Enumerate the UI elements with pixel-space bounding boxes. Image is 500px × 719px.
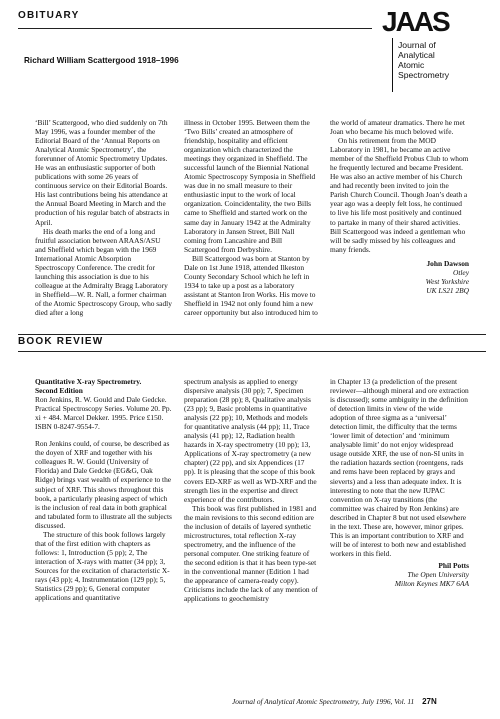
book-edition: Second Edition — [35, 386, 83, 396]
jaas-logo-letters: JAAS — [382, 6, 449, 37]
review-heading-rule — [18, 351, 486, 352]
signature-line: The Open University — [407, 569, 469, 579]
obituary-column-3 — [330, 118, 469, 295]
review-column-2 — [184, 377, 318, 603]
logo-line-3: Atomic — [398, 60, 425, 70]
obituary-paragraph: Bill Scattergood was born at Stanton by Dale on 1st June 1918, attended Ilkeston County Secondary School which he left in 1934 to take up a post as a laboratory assistant at Stanton Iron Works. His move to Sheffield in 1942 not only found him a new career opportunity but also introduced him to — [184, 253, 318, 317]
book-title: Quantitative X-ray Spectrometry. — [35, 377, 142, 386]
signature-name: Phil Potts — [438, 560, 469, 570]
review-paragraph: Ron Jenkins could, of course, be described as the doyen of XRF and together with his colleagues R. W. Gould (University of Florida) and Dale Gedcke (EG&G, Oak Ridge) brings vast wealth of experience to the subject of XRF. This shows throughout this book, a particularly pleasing aspect of which is the inclusion of real data in both graphical and tabulated form to illustrate all the subjects discussed. — [35, 439, 172, 530]
book-details: Ron Jenkins, R. W. Gould and Dale Gedcke. Practical Spectroscopy Series. Volume 20. Pp. xi + 484. Marcel Dekker. 1995. Price £150. ISBN 0-8247-9554-7. — [35, 395, 172, 432]
signature-line: UK LS21 2BQ — [426, 285, 469, 295]
jaas-logo — [378, 4, 496, 96]
obituary-section-heading: OBITUARY — [18, 10, 80, 21]
obituary-title: Richard William Scattergood 1918–1996 — [24, 56, 179, 65]
review-column-1 — [35, 377, 172, 602]
page-number: 27N — [422, 697, 437, 706]
review-signature — [330, 561, 469, 588]
logo-vertical-line — [392, 38, 393, 92]
signature-line: West Yorkshire — [425, 276, 469, 286]
review-paragraph: in Chapter 13 (a predeliction of the present reviewer—although mineral and ore extraction is discussed); some ambiguity in the definition of detection limits in view of the wide adoption of three sigma as a ‘universal’ detection limit, the difficulty that the terms ‘lower limit of detection’ and ‘minimum analysable limit’ do not enjoy widespread usage outside XRF, the use of non-SI units in the radiation hazards section (roentgens, rads and rems have been replaced by grays and sieverts) and a less than adequate index. It is interesting to note that the new IUPAC convention on X-ray transitions (the committee was chaired by Ron Jenkins) are described in Chapter 8 but not used elsewhere in the text. These are, however, minor gripes. This is an important contribution to XRF and will be of interest to both new and established workers in this field. — [330, 377, 469, 558]
obituary-column-2 — [184, 118, 318, 317]
signature-name: John Dawson — [426, 258, 469, 268]
obituary-paragraph: On his retirement from the MOD Laboratory in 1981, he became an active member of the Sheffield Probus Club to whom he frequently lectured and became President. He was also an active member of his Church and had recently been invited to join the Parish Church Council. Though Joan’s death a year ago was a deeply felt loss, he continued to live his life most positively and continued to partake in many of their shared activities. Bill Scattergood was indeed a gentleman who will be sadly missed by his colleagues and many friends. — [330, 136, 469, 254]
obituary-paragraph: ‘Bill’ Scattergood, who died suddenly on 7th May 1996, was a founder member of the Editorial Board of the ‘Annual Reports on Analytical Atomic Spectrometry’, the forerunner of Atomic Spectrometry Updates. He was an enthusiastic supporter of both publications with some 26 years of continuous service on their Editorial Boards. His last contributions being his attendance at the Annual Board Meeting in March and the production of his regular batch of abstracts in April. — [35, 118, 170, 227]
review-column-3 — [330, 377, 469, 588]
obituary-paragraph: illness in October 1995. Between them the ‘Two Bills’ created an atmosphere of friendship, hospitality and efficient organization which characterized the meetings they organized in Sheffield. The successful launch of the Biennial National Atomic Spectroscopy Symposia in Sheffield was due in no small measure to their enthusiastic input to the work of local organization. Coincidentality, the two Bills came to Sheffield and started work on the same day in January 1942 at the Admiralty Laboratory in Jansen Street, Bill Nall coming from Lancashire and Bill Scattergood from Derbyshire. — [184, 118, 316, 254]
journal-citation: Journal of Analytical Atomic Spectrometry, July 1996, Vol. 11 — [232, 697, 415, 706]
obituary-signature — [330, 259, 469, 295]
logo-line-2: Analytical — [398, 50, 435, 60]
signature-line: Milton Keynes MK7 6AA — [394, 579, 469, 589]
review-section-heading: BOOK REVIEW — [18, 336, 104, 347]
obituary-top-rule — [18, 28, 372, 29]
review-paragraph: The structure of this book follows largely that of the first edition with chapters as follows: 1, Introduction (5 pp); 2, The interaction of X-rays with matter (34 pp); 3, Sources for the excitation of characteristic X-rays (43 pp); 4, Instrumentation (129 pp); 5, Statistics (29 pp); 6, General computer applications and quantitative — [35, 529, 170, 603]
signature-line: Otley — [452, 267, 469, 277]
review-paragraph: This book was first published in 1981 and the main revisions to this second edition are the inclusion of details of layered synthetic microstructures, total reflection X-ray spectrometry, and the influence of the personal computer. One striking feature of the second edition is that it has been type-set in the conventional manner (Edition 1 had the appearance of camera-ready copy). Criticisms include the lack of any mention of applications to geochemistry — [184, 503, 318, 604]
page-footer — [232, 697, 437, 706]
review-paragraph: spectrum analysis as applied to energy dispersive analysis (30 pp); 7, Specimen preparation (28 pp); 8, Qualitative analysis (23 pp); 9, Basic problems in quantitative analysis (22 pp); 10, Methods and models for quantitative analysis (44 pp); 11, Trace analysis (41 pp); 12, Radiation health hazards in X-ray spectrometry (10 pp); 13, Applications of X-ray spectrometry (a new chapter) (22 pp), and six Appendices (17 pp). It is pleasing that the scope of this book covers ED-XRF as well as WD-XRF and the strength lies in the expertise and direct experience of the contributors. — [184, 377, 317, 504]
obituary-column-1 — [35, 118, 172, 317]
logo-line-4: Spectrometry — [398, 70, 450, 80]
obituary-paragraph: the world of amateur dramatics. There he met Joan who became his much beloved wife. — [330, 118, 465, 137]
obituary-paragraph: His death marks the end of a long and fruitful association between ARAAS/ASU and Sheffield which began with the 1969 International Atomic Absorption Spectroscopy Conference. The credit for launching this association is due to his colleague at the Admiralty Bragg Laboratory in Sheffield—W. R. Nall, a former chairman of the Atomic Spectroscopy Group, who sadly died after a long — [35, 226, 172, 317]
logo-line-1: Journal of — [398, 40, 436, 50]
review-top-rule — [18, 334, 486, 335]
jaas-logo-text — [398, 40, 449, 80]
